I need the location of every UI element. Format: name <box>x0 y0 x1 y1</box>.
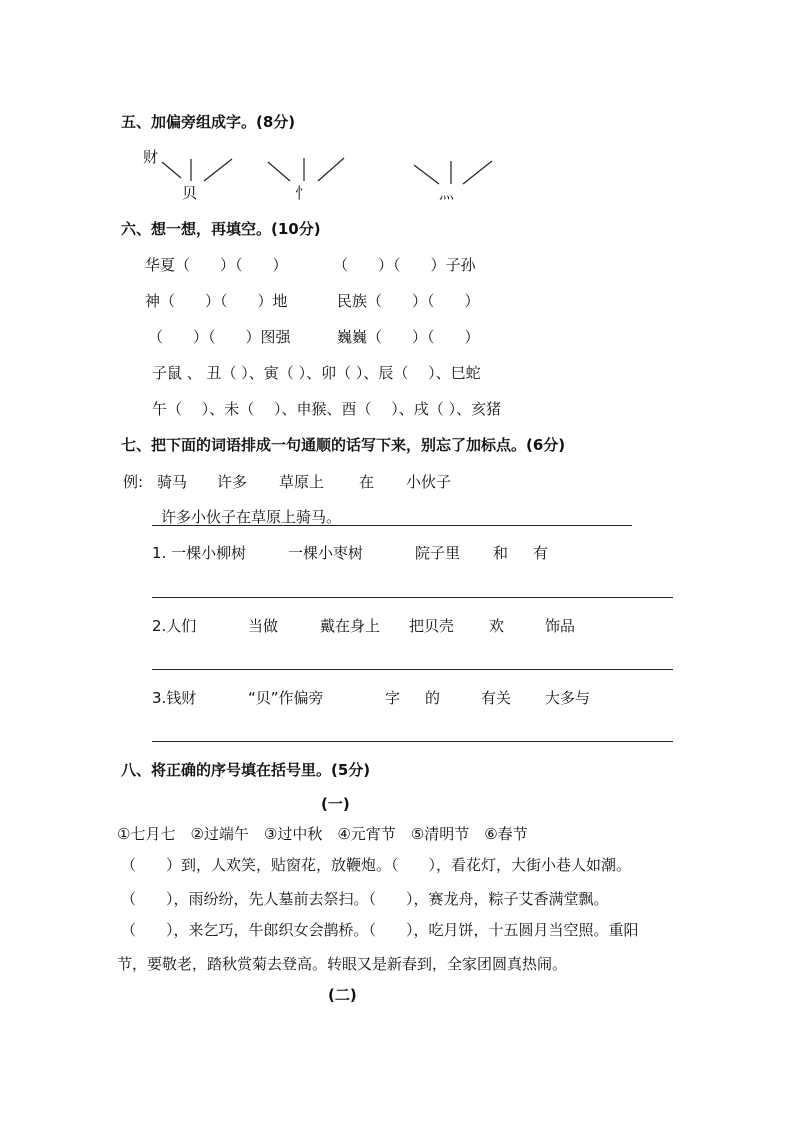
q3-word: 3.钱财 <box>152 689 197 707</box>
zodiac-row2: 午（ ）、未（ ）、申猴、酉（ ）、戌（ ）、亥猪 <box>152 400 502 418</box>
festival-passage-line: （ ），雨纷纷，先人墓前去祭扫。（ ），赛龙舟，粽子艾香满堂飘。 <box>121 890 609 908</box>
radical-bei: 贝 <box>182 184 198 202</box>
idiom-row3-a: （ ）（ ）图强 <box>148 328 291 346</box>
example-answer: 许多小伙子在草原上骑马。 <box>161 508 342 526</box>
festival-passage-line: （ ）到，人欢笑，贴窗花，放鞭炮。（ ），看花灯，大街小巷人如潮。 <box>121 856 632 874</box>
festival-options: ①七月七 ②过端午 ③过中秋 ④元宵节 ⑤清明节 ⑥春节 <box>117 825 528 843</box>
section-8-title: 八、将正确的序号填在括号里。(5分) <box>121 761 371 779</box>
q2-word: 戴在身上 <box>320 617 381 635</box>
q2-word: 把贝壳 <box>409 617 455 635</box>
festival-passage-line: 节，要敬老，踏秋赏菊去登高。转眼又是新春到，全家团圆真热闹。 <box>117 955 568 973</box>
example-word: 许多 <box>217 473 248 491</box>
q2-word: 饰品 <box>545 617 576 635</box>
q2-word: 欢 <box>489 617 505 635</box>
q3-word: “贝”作偏旁 <box>248 689 324 707</box>
q1-word: 1. 一棵小柳树 <box>152 544 247 562</box>
q1-word: 有 <box>533 544 549 562</box>
example-answer-line <box>152 525 632 526</box>
q3-word: 有关 <box>481 689 512 707</box>
q2-word: 2.人们 <box>152 617 197 635</box>
idiom-row1-b: （ ）（ ）子孙 <box>333 256 476 274</box>
radical-xin: 忄 <box>295 184 311 202</box>
festival-passage-line: （ ），来乞巧，牛郎织女会鹊桥。（ ），吃月饼，十五圆月当空照。重阳 <box>121 921 639 939</box>
idiom-row3-b: 巍巍（ ）（ ） <box>337 328 480 346</box>
q2-answer-line[interactable] <box>152 669 673 670</box>
idiom-row2-b: 民族（ ）（ ） <box>337 292 480 310</box>
q1-word: 和 <box>493 544 509 562</box>
part-1-label: (一) <box>321 795 350 813</box>
section-6-title: 六、想一想，再填空。(10分) <box>121 220 321 238</box>
example-word: 草原上 <box>279 473 325 491</box>
idiom-row2-a: 神（ ）（ ）地 <box>145 292 288 310</box>
idiom-row1-a: 华夏（ ）（ ） <box>145 256 288 274</box>
part-2-label: (二) <box>328 986 357 1004</box>
q1-word: 一棵小枣树 <box>288 544 364 562</box>
section-5-title: 五、加偏旁组成字。(8分) <box>121 113 296 131</box>
example-word: 骑马 <box>157 473 188 491</box>
zodiac-row1: 子鼠 、 丑（ ）、寅（ ）、卯（ ）、辰（ ）、巳蛇 <box>152 364 481 382</box>
q3-word: 大多与 <box>545 689 591 707</box>
radical-huo: 灬 <box>439 184 455 202</box>
example-word: 在 <box>359 473 375 491</box>
example-word: 小伙子 <box>406 473 452 491</box>
q3-word: 字 <box>385 689 401 707</box>
q1-answer-line[interactable] <box>152 597 673 598</box>
q2-word: 当做 <box>248 617 279 635</box>
q1-word: 院子里 <box>415 544 461 562</box>
example-character: 财 <box>143 148 159 166</box>
q3-word: 的 <box>425 689 441 707</box>
section-7-title: 七、把下面的词语排成一句通顺的话写下来，别忘了加标点。(6分) <box>121 436 566 454</box>
q3-answer-line[interactable] <box>152 741 673 742</box>
example-label: 例: <box>123 473 144 491</box>
